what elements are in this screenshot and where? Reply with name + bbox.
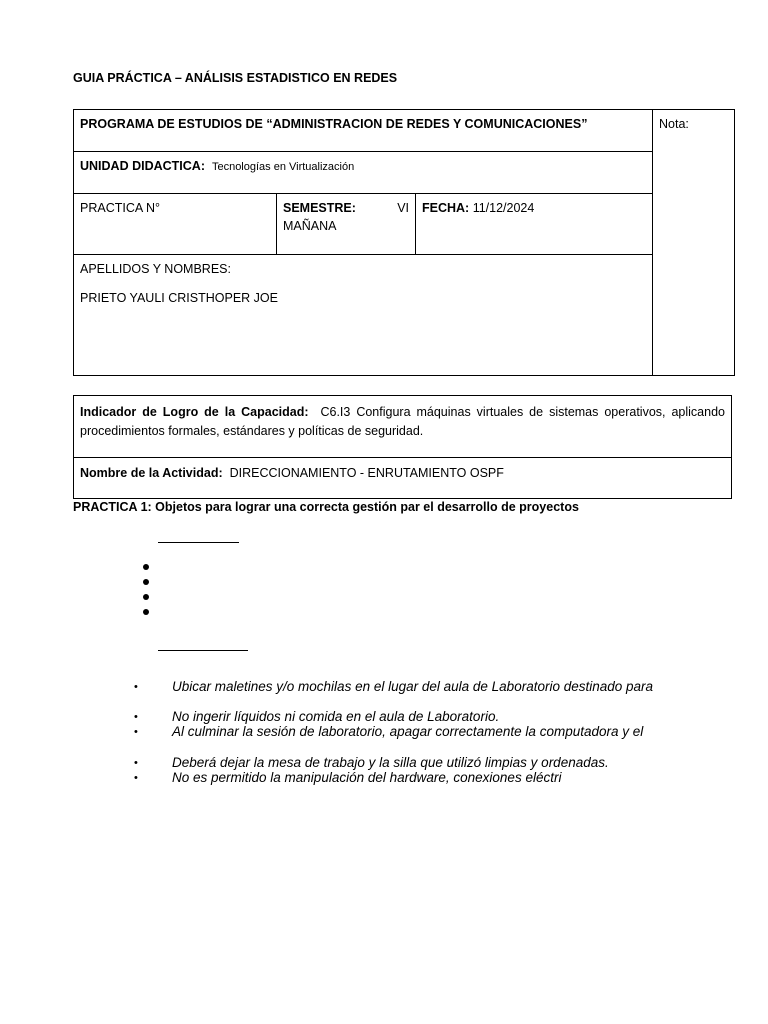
practice-number-cell <box>74 194 277 255</box>
header-table <box>73 109 735 376</box>
names-label: APELLIDOS Y NOMBRES: <box>80 262 231 276</box>
semester-cell <box>277 194 416 255</box>
names-cell <box>74 255 653 376</box>
date-cell <box>416 194 653 255</box>
rule-item: Deberá dejar la mesa de trabajo y la silla que utilizó limpias y ordenadas. <box>172 755 609 770</box>
program-cell: PROGRAMA DE ESTUDIOS DE “ADMINISTRACION DE REDES Y COMUNICACIONES” <box>74 110 653 152</box>
rule-item: Ubicar maletines y/o mochilas en el lugar del aula de Laboratorio destinado para <box>172 679 654 694</box>
rule-bullet: • <box>134 757 138 769</box>
date-label: FECHA: <box>422 201 470 215</box>
nota-cell <box>653 110 735 376</box>
rule-item: No ingerir líquidos ni comida en el aula de Laboratorio. <box>172 709 500 724</box>
bullet-dot <box>143 579 149 585</box>
document-title: GUIA PRÁCTICA – ANÁLISIS ESTADISTICO EN REDES <box>73 71 398 85</box>
practice-number-label: PRACTICA N° <box>80 201 161 215</box>
activity-label: Nombre de la Actividad: <box>80 466 223 480</box>
date-value: 11/12/2024 <box>472 201 535 215</box>
nota-label: Nota: <box>659 117 689 131</box>
indicator-cell <box>74 396 732 458</box>
indicator-label: Indicador de Logro de la Capacidad: <box>80 405 309 419</box>
unit-cell <box>74 152 653 194</box>
unit-value: Tecnologías en Virtualización <box>211 161 355 173</box>
bullet-dot <box>143 594 149 600</box>
bullet-dot <box>143 609 149 615</box>
semester-label: SEMESTRE: <box>283 201 356 215</box>
shift-value: MAÑANA <box>283 219 337 233</box>
practice-heading: PRACTICA 1: Objetos para lograr una correcta gestión par el desarrollo de proyectos <box>73 500 579 514</box>
names-value: PRIETO YAULI CRISTHOPER JOE <box>80 291 278 305</box>
rule-bullet: • <box>134 681 138 693</box>
activity-table <box>73 395 732 499</box>
semester-value: VI <box>397 201 409 215</box>
unit-label: UNIDAD DIDACTICA: <box>80 159 205 173</box>
rule-item: Al culminar la sesión de laboratorio, apagar correctamente la computadora y el <box>172 724 644 739</box>
activity-value: DIRECCIONAMIENTO - ENRUTAMIENTO OSPF <box>229 466 504 480</box>
rule-item: No es permitido la manipulación del hardware, conexiones eléctri <box>172 770 562 785</box>
activity-cell <box>74 458 732 499</box>
blank-line <box>158 542 239 543</box>
bullet-dot <box>143 564 149 570</box>
rule-bullet: • <box>134 726 138 738</box>
blank-line <box>158 650 248 651</box>
rule-bullet: • <box>134 711 138 723</box>
indicator-value: C6.I3 Configura máquinas virtuales de sistemas operativos, aplicando procedimientos formales, estándares y políticas de seguridad. <box>80 405 725 438</box>
rule-bullet: • <box>134 772 138 784</box>
